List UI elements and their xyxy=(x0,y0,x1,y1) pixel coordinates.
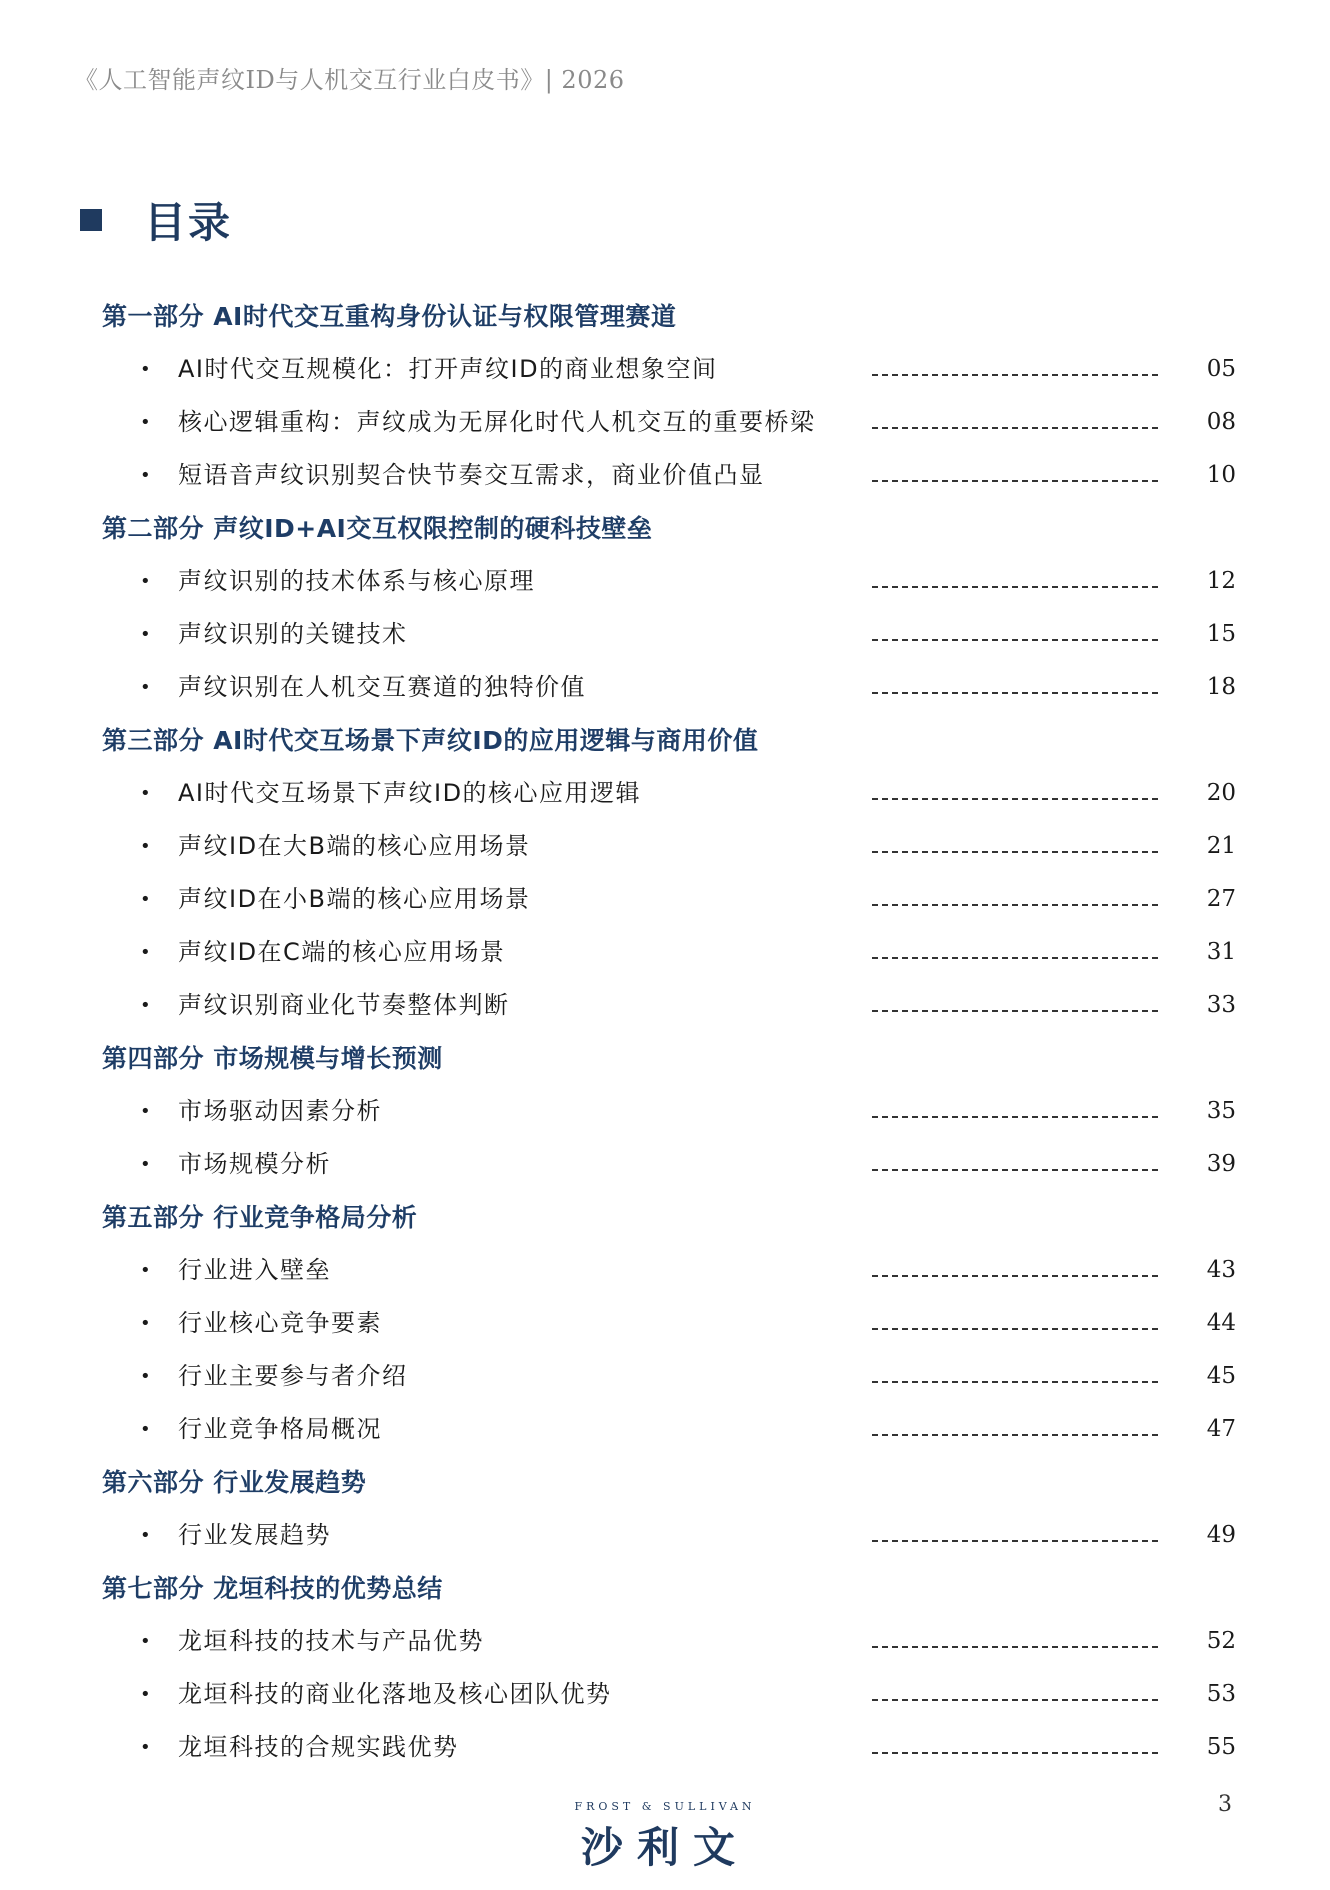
toc-entry-label: 声纹识别在人机交互赛道的独特价值 xyxy=(178,673,586,701)
toc-entry-label: 核心逻辑重构：声纹成为无屏化时代人机交互的重要桥梁 xyxy=(178,408,816,436)
bullet-icon: • xyxy=(140,1101,151,1122)
toc-entry-label: 龙垣科技的技术与产品优势 xyxy=(178,1627,484,1655)
bullet-icon: • xyxy=(140,1366,151,1387)
brand-chinese-name: 沙利文 xyxy=(580,1823,749,1872)
toc-entry[interactable] xyxy=(0,1615,1330,1668)
toc-entry-label: 声纹ID在大B端的核心应用场景 xyxy=(178,832,531,860)
toc-entry[interactable] xyxy=(0,1244,1330,1297)
bullet-icon: • xyxy=(140,783,151,804)
toc-entry-page: 52 xyxy=(1206,1628,1236,1654)
toc-entry-page: 47 xyxy=(1206,1416,1236,1442)
toc-entry-page: 31 xyxy=(1206,939,1236,965)
toc-section-title[interactable]: 第五部分 行业竞争格局分析 xyxy=(102,1203,418,1232)
toc-section-title[interactable]: 第三部分 AI时代交互场景下声纹ID的应用逻辑与商用价值 xyxy=(102,726,759,755)
dotted-leader xyxy=(872,1010,1158,1012)
square-bullet-icon xyxy=(80,209,102,231)
footer-brand-logo xyxy=(0,1800,1330,1875)
bullet-icon: • xyxy=(140,1737,151,1758)
bullet-icon: • xyxy=(140,1154,151,1175)
toc-entry-label: 声纹识别的关键技术 xyxy=(178,620,408,648)
toc-entry[interactable] xyxy=(0,608,1330,661)
toc-entry-page: 20 xyxy=(1206,780,1236,806)
bullet-icon: • xyxy=(140,1260,151,1281)
bullet-icon: • xyxy=(140,624,151,645)
toc-entry-page: 49 xyxy=(1206,1522,1236,1548)
table-of-contents xyxy=(0,290,1330,1774)
bullet-icon: • xyxy=(140,412,151,433)
document-header: 《人工智能声纹ID与人机交互行业白皮书》| 2026 xyxy=(74,66,625,94)
toc-entry[interactable] xyxy=(0,1350,1330,1403)
toc-entry-label: 龙垣科技的合规实践优势 xyxy=(178,1733,459,1761)
toc-entry-page: 21 xyxy=(1206,833,1236,859)
dotted-leader xyxy=(872,1540,1158,1542)
toc-entry[interactable] xyxy=(0,555,1330,608)
bullet-icon: • xyxy=(140,1631,151,1652)
toc-entry[interactable] xyxy=(0,1721,1330,1774)
toc-entry[interactable] xyxy=(0,396,1330,449)
toc-entry[interactable] xyxy=(0,1138,1330,1191)
toc-entry-page: 45 xyxy=(1206,1363,1236,1389)
toc-entry[interactable] xyxy=(0,449,1330,502)
bullet-icon: • xyxy=(140,677,151,698)
toc-entry[interactable] xyxy=(0,1668,1330,1721)
bullet-icon: • xyxy=(140,571,151,592)
toc-section-title[interactable]: 第六部分 行业发展趋势 xyxy=(102,1468,367,1497)
dotted-leader xyxy=(872,1169,1158,1171)
toc-entry-label: AI时代交互场景下声纹ID的核心应用逻辑 xyxy=(178,779,642,807)
toc-entry[interactable] xyxy=(0,979,1330,1032)
toc-entry[interactable] xyxy=(0,1509,1330,1562)
toc-title: 目录 xyxy=(144,198,233,247)
bullet-icon: • xyxy=(140,995,151,1016)
dotted-leader xyxy=(872,1434,1158,1436)
toc-entry-page: 53 xyxy=(1206,1681,1236,1707)
toc-entry-label: AI时代交互规模化：打开声纹ID的商业想象空间 xyxy=(178,355,718,383)
brand-english-name: FROST & SULLIVAN xyxy=(574,1800,756,1813)
toc-entry-page: 15 xyxy=(1206,621,1236,647)
toc-entry-page: 10 xyxy=(1206,462,1236,488)
toc-entry-label: 行业主要参与者介绍 xyxy=(178,1362,408,1390)
toc-section-title[interactable]: 第四部分 市场规模与增长预测 xyxy=(102,1044,443,1073)
dotted-leader xyxy=(872,1116,1158,1118)
toc-entry-label: 声纹ID在小B端的核心应用场景 xyxy=(178,885,531,913)
dotted-leader xyxy=(872,1752,1158,1754)
toc-entry-page: 39 xyxy=(1206,1151,1236,1177)
toc-entry-label: 声纹识别的技术体系与核心原理 xyxy=(178,567,535,595)
toc-entry[interactable] xyxy=(0,767,1330,820)
toc-entry-page: 27 xyxy=(1206,886,1236,912)
dotted-leader xyxy=(872,1328,1158,1330)
toc-section-title[interactable]: 第七部分 龙垣科技的优势总结 xyxy=(102,1574,443,1603)
toc-entry-page: 55 xyxy=(1206,1734,1236,1760)
toc-entry-label: 行业核心竞争要素 xyxy=(178,1309,382,1337)
toc-entry-page: 44 xyxy=(1206,1310,1236,1336)
toc-entry-page: 05 xyxy=(1206,356,1236,382)
dotted-leader xyxy=(872,957,1158,959)
bullet-icon: • xyxy=(140,1684,151,1705)
dotted-leader xyxy=(872,586,1158,588)
toc-entry[interactable] xyxy=(0,1085,1330,1138)
toc-entry-label: 龙垣科技的商业化落地及核心团队优势 xyxy=(178,1680,612,1708)
dotted-leader xyxy=(872,427,1158,429)
dotted-leader xyxy=(872,692,1158,694)
bullet-icon: • xyxy=(140,359,151,380)
toc-entry[interactable] xyxy=(0,661,1330,714)
toc-entry-page: 08 xyxy=(1206,409,1236,435)
dotted-leader xyxy=(872,374,1158,376)
toc-section-title[interactable]: 第一部分 AI时代交互重构身份认证与权限管理赛道 xyxy=(102,302,677,331)
bullet-icon: • xyxy=(140,1525,151,1546)
bullet-icon: • xyxy=(140,889,151,910)
dotted-leader xyxy=(872,851,1158,853)
toc-entry-label: 行业发展趋势 xyxy=(178,1521,331,1549)
dotted-leader xyxy=(872,1275,1158,1277)
toc-entry-label: 市场规模分析 xyxy=(178,1150,331,1178)
bullet-icon: • xyxy=(140,942,151,963)
dotted-leader xyxy=(872,480,1158,482)
toc-entry-label: 声纹识别商业化节奏整体判断 xyxy=(178,991,510,1019)
dotted-leader xyxy=(872,639,1158,641)
bullet-icon: • xyxy=(140,1313,151,1334)
toc-entry-page: 18 xyxy=(1206,674,1236,700)
toc-entry-page: 33 xyxy=(1206,992,1236,1018)
bullet-icon: • xyxy=(140,465,151,486)
dotted-leader xyxy=(872,1699,1158,1701)
bullet-icon: • xyxy=(140,836,151,857)
toc-entry[interactable] xyxy=(0,1403,1330,1456)
toc-entry[interactable] xyxy=(0,820,1330,873)
toc-entry-label: 市场驱动因素分析 xyxy=(178,1097,382,1125)
toc-entry-page: 43 xyxy=(1206,1257,1236,1283)
toc-entry[interactable] xyxy=(0,343,1330,396)
toc-section-title[interactable]: 第二部分 声纹ID+AI交互权限控制的硬科技壁垒 xyxy=(102,514,653,543)
page-number: 3 xyxy=(1218,1792,1232,1817)
dotted-leader xyxy=(872,1646,1158,1648)
toc-entry-label: 声纹ID在C端的核心应用场景 xyxy=(178,938,506,966)
toc-entry[interactable] xyxy=(0,873,1330,926)
bullet-icon: • xyxy=(140,1419,151,1440)
toc-entry[interactable] xyxy=(0,926,1330,979)
toc-entry[interactable] xyxy=(0,1297,1330,1350)
toc-entry-page: 35 xyxy=(1206,1098,1236,1124)
toc-entry-label: 短语音声纹识别契合快节奏交互需求，商业价值凸显 xyxy=(178,461,765,489)
dotted-leader xyxy=(872,798,1158,800)
dotted-leader xyxy=(872,1381,1158,1383)
toc-heading xyxy=(80,190,232,250)
dotted-leader xyxy=(872,904,1158,906)
toc-entry-label: 行业进入壁垒 xyxy=(178,1256,331,1284)
toc-entry-page: 12 xyxy=(1206,568,1236,594)
toc-entry-label: 行业竞争格局概况 xyxy=(178,1415,382,1443)
